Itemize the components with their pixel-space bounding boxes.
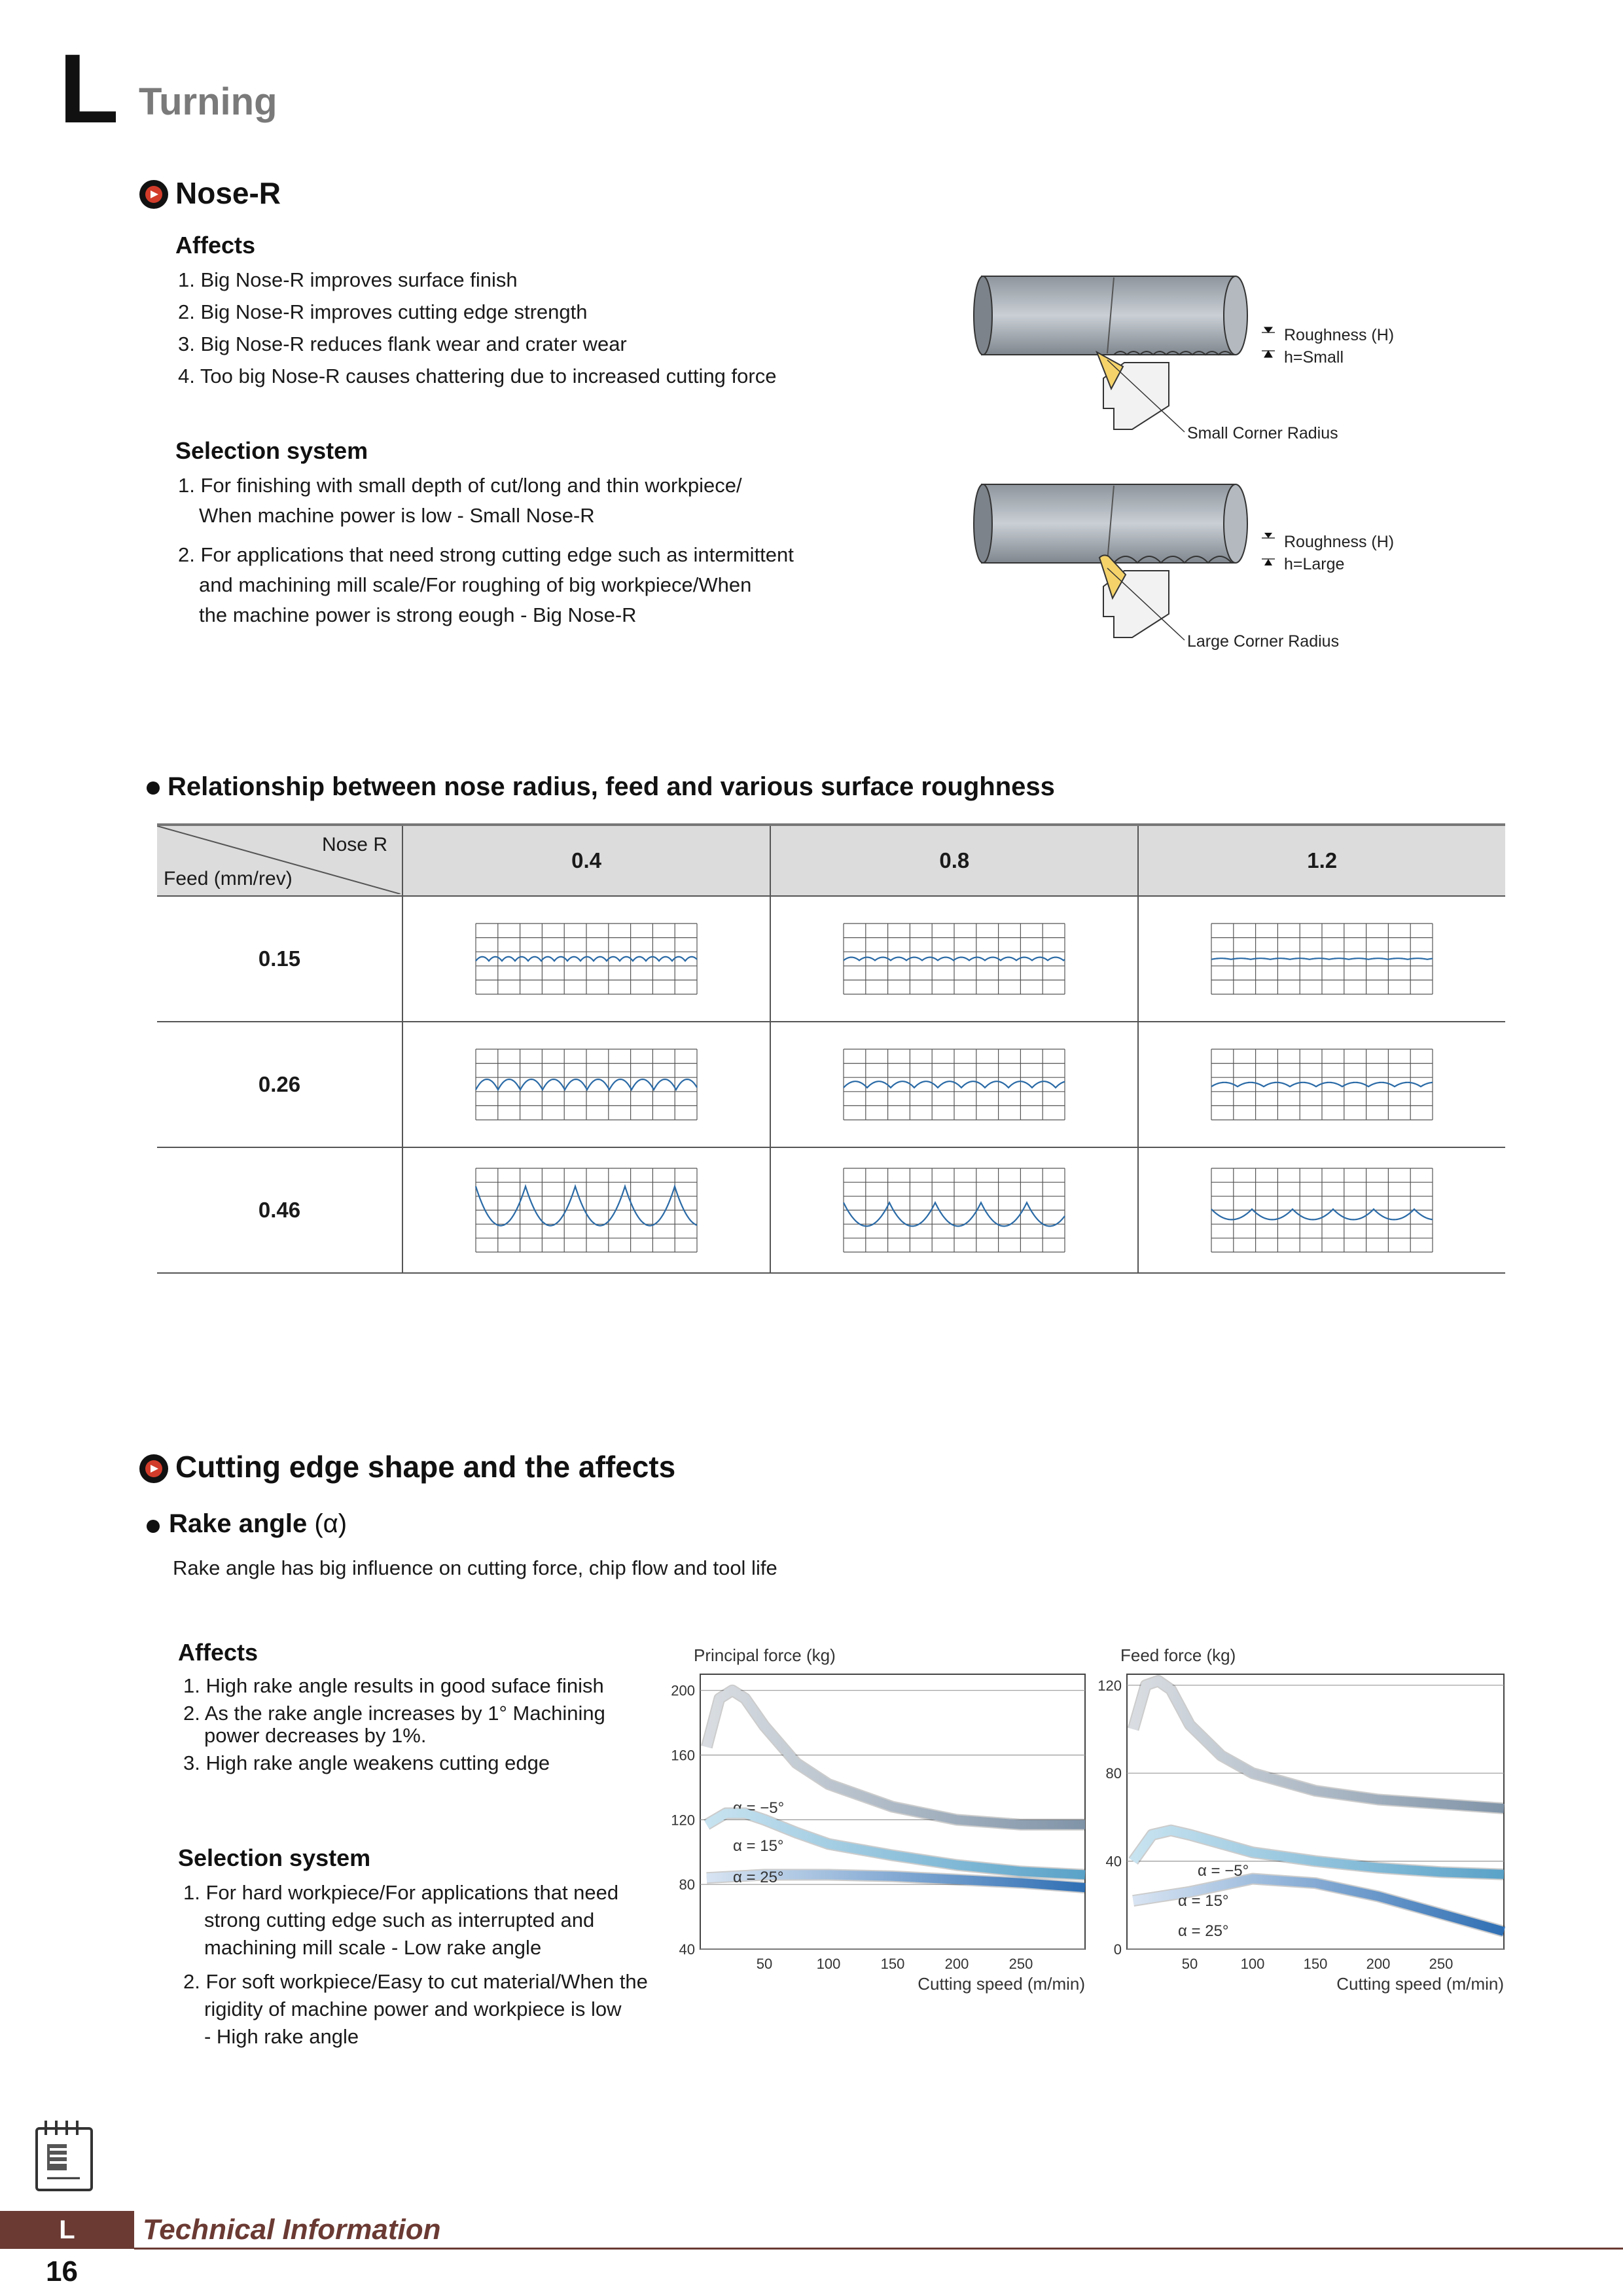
roughness-arrow-large [1262, 533, 1275, 565]
principal-force-chart [654, 1641, 1099, 2008]
rake-angle-desc: Rake angle has big influence on cutting force, chip flow and tool life [173, 1556, 777, 1579]
roughness-profile [840, 1164, 1069, 1256]
x-tick-label: 150 [1303, 1956, 1328, 1972]
series-label: α = 15° [1178, 1892, 1229, 1910]
large-roughness-label: Roughness (H) [1284, 533, 1395, 551]
roughness-cell [402, 1022, 770, 1147]
nose-radius-diagram [969, 268, 1505, 661]
nose-r-selection-2c: the machine power is strong eough - Big Nose-R [199, 603, 637, 626]
nose-r-header: Nose R [321, 834, 387, 855]
roughness-cell [1138, 1147, 1505, 1273]
large-corner-label: Large Corner Radius [1187, 632, 1340, 651]
feed-header: Feed (mm/rev) [164, 868, 293, 889]
table-row [157, 896, 1505, 1022]
chart-x-label: Cutting speed (m/min) [1336, 1974, 1504, 1994]
x-tick-label: 100 [1240, 1956, 1265, 1972]
x-tick-label: 100 [816, 1956, 841, 1972]
nose-r-affect-4: 4. Too big Nose-R causes chattering due to increased cutting force [178, 365, 777, 387]
nose-r-affect-2: 2. Big Nose-R improves cutting edge strength [178, 300, 588, 323]
rake-selection-2a: 2. For soft workpiece/Easy to cut material/When the [183, 1970, 648, 1993]
series-label: α = −5° [733, 1799, 785, 1817]
x-tick-label: 50 [756, 1956, 773, 1972]
small-corner-label: Small Corner Radius [1187, 424, 1338, 442]
feed-force-chart [1086, 1641, 1518, 2008]
nose-col-0.8: 0.8 [770, 825, 1138, 896]
bullet-dot [147, 1520, 160, 1533]
notebook-icon [34, 2118, 94, 2193]
roughness-arrow-small [1262, 327, 1275, 357]
x-tick-label: 50 [1181, 1956, 1198, 1972]
x-tick-label: 200 [1366, 1956, 1391, 1972]
chapter-letter: L [59, 33, 119, 143]
roughness-profile [840, 1045, 1069, 1124]
rake-affect-2b: power decreases by 1%. [204, 1724, 427, 1747]
rake-selection-1c: machining mill scale - Low rake angle [204, 1936, 542, 1959]
x-tick-label: 150 [880, 1956, 905, 1972]
rake-selection-1b: strong cutting edge such as interrupted and [204, 1909, 595, 1931]
nose-r-title: Nose-R [175, 176, 281, 210]
x-tick-label: 200 [944, 1956, 969, 1972]
roughness-profile [1207, 920, 1436, 998]
rake-angle-title [169, 1509, 347, 1539]
roughness-cell [1138, 1022, 1505, 1147]
section-arrow-icon [139, 1454, 168, 1483]
rake-selection-2c: - High rake angle [204, 2025, 359, 2048]
nose-r-selection-title: Selection system [175, 437, 368, 464]
roughness-profile [1207, 1045, 1436, 1124]
feed-value: 0.26 [157, 1022, 402, 1147]
series-label: α = 15° [733, 1837, 784, 1855]
nose-r-affect-1: 1. Big Nose-R improves surface finish [178, 268, 518, 291]
page-number: 16 [46, 2255, 78, 2287]
nose-col-1.2: 1.2 [1138, 825, 1505, 896]
roughness-cell [1138, 896, 1505, 1022]
rake-angle-label: Rake angle [169, 1509, 308, 1538]
x-tick-label: 250 [1008, 1956, 1033, 1972]
nose-r-selection-1b: When machine power is low - Small Nose-R [199, 504, 595, 527]
small-roughness-label: Roughness (H) [1284, 326, 1395, 344]
footer-chapter-tab: L [0, 2211, 134, 2249]
table-row [157, 1022, 1505, 1147]
y-tick-label: 160 [671, 1747, 695, 1764]
footer-section-label: Technical Information [143, 2214, 441, 2246]
roughness-cell [770, 896, 1138, 1022]
y-tick-label: 120 [671, 1812, 695, 1829]
rake-selection-2b: rigidity of machine power and workpiece is low [204, 1998, 622, 2020]
table-row [157, 1147, 1505, 1273]
table-corner-cell [157, 825, 402, 896]
roughness-cell [402, 896, 770, 1022]
small-h-label: h=Small [1284, 348, 1344, 367]
chart-y-label: Principal force (kg) [694, 1645, 836, 1665]
chart-y-label: Feed force (kg) [1120, 1645, 1236, 1665]
chapter-title: Turning [139, 81, 277, 123]
roughness-cell [770, 1147, 1138, 1273]
roughness-cell [770, 1022, 1138, 1147]
roughness-profile [1207, 1164, 1436, 1256]
large-h-label: h=Large [1284, 555, 1345, 573]
relationship-title: Relationship between nose radius, feed and various surface roughness [168, 772, 1055, 801]
series-label: α = −5° [1198, 1862, 1249, 1880]
series-label: α = 25° [733, 1869, 784, 1886]
y-tick-label: 200 [671, 1682, 695, 1699]
rake-angle-symbol: (α) [314, 1509, 348, 1538]
y-tick-label: 40 [1105, 1853, 1122, 1870]
roughness-profile [840, 920, 1069, 998]
bullet-dot [147, 781, 160, 795]
nose-r-selection-2b: and machining mill scale/For roughing of big workpiece/When [199, 573, 752, 596]
feed-value: 0.46 [157, 1147, 402, 1273]
cutting-edge-title: Cutting edge shape and the affects [175, 1450, 676, 1484]
y-tick-label: 80 [679, 1876, 695, 1893]
rake-affect-1: 1. High rake angle results in good suface finish [183, 1674, 604, 1697]
rake-affect-3: 3. High rake angle weakens cutting edge [183, 1751, 550, 1774]
roughness-cell [402, 1147, 770, 1273]
section-arrow-icon [139, 180, 168, 209]
tool-holder-small [1097, 352, 1185, 432]
rake-selection-title: Selection system [178, 1844, 371, 1871]
workpiece-small-radius [974, 276, 1247, 355]
x-tick-label: 250 [1429, 1956, 1454, 1972]
rake-selection-1a: 1. For hard workpiece/For applications that need [183, 1881, 619, 1904]
roughness-profile [472, 920, 701, 998]
nose-col-0.4: 0.4 [402, 825, 770, 896]
y-tick-label: 40 [679, 1941, 695, 1958]
chart-x-label: Cutting speed (m/min) [918, 1974, 1085, 1994]
y-tick-label: 80 [1105, 1765, 1122, 1782]
roughness-profile [472, 1164, 701, 1256]
y-tick-label: 0 [1113, 1941, 1122, 1958]
tool-holder-large [1099, 555, 1185, 640]
roughness-table [157, 823, 1505, 1274]
nose-r-affect-3: 3. Big Nose-R reduces flank wear and crater wear [178, 332, 627, 355]
rake-affects-title: Affects [178, 1639, 259, 1666]
roughness-profile [472, 1045, 701, 1124]
footer-divider [134, 2248, 1623, 2250]
nose-r-selection-2a: 2. For applications that need strong cutting edge such as intermittent [178, 543, 794, 566]
series-label: α = 25° [1178, 1922, 1229, 1940]
workpiece-large-radius [974, 484, 1247, 563]
nose-r-selection-1a: 1. For finishing with small depth of cut/long and thin workpiece/ [178, 474, 742, 497]
feed-value: 0.15 [157, 896, 402, 1022]
rake-affect-2a: 2. As the rake angle increases by 1° Machining [183, 1702, 605, 1725]
y-tick-label: 120 [1097, 1677, 1122, 1694]
nose-r-affects-title: Affects [175, 232, 256, 259]
